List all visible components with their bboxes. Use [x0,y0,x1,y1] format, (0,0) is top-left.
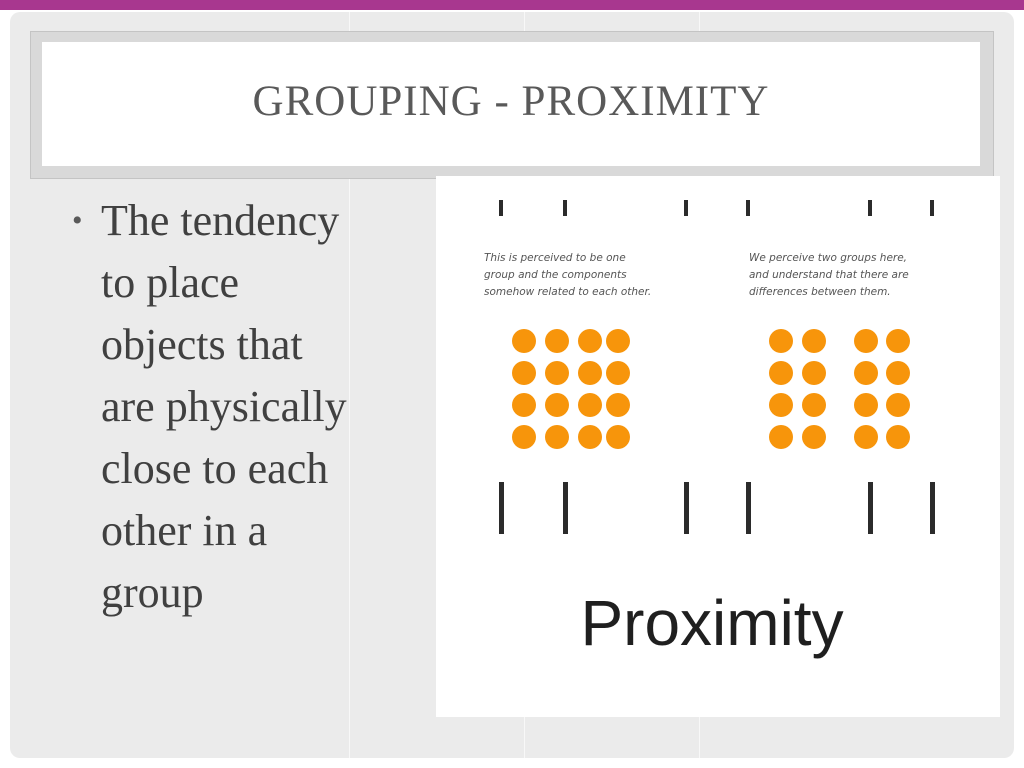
orange-dot [802,393,826,417]
orange-dot [606,329,630,353]
orange-dot [512,393,536,417]
bottom-tick [499,482,504,534]
slide-title: GROUPING - PROXIMITY [252,77,770,125]
top-tick [930,200,934,216]
orange-dot [886,393,910,417]
bottom-tick [930,482,935,534]
bottom-tick [684,482,689,534]
orange-dot [545,425,569,449]
orange-dot [802,329,826,353]
orange-dot [886,361,910,385]
orange-dot [886,329,910,353]
proximity-label: Proximity [580,587,844,659]
orange-dot [578,361,602,385]
orange-dot [886,425,910,449]
orange-dot [802,361,826,385]
orange-dot [545,361,569,385]
orange-dot [769,425,793,449]
bottom-tick [563,482,568,534]
orange-dot [854,393,878,417]
orange-dot [512,425,536,449]
bottom-tick [746,482,751,534]
orange-dot [606,361,630,385]
caption-one-group: This is perceived to be one group and the components somehow related to each other. [484,252,652,298]
orange-dot [802,425,826,449]
orange-dot [854,425,878,449]
orange-dot [512,361,536,385]
top-tick [746,200,750,216]
bottom-tick [868,482,873,534]
orange-dot [578,425,602,449]
proximity-figure [436,176,1000,717]
top-tick [868,200,872,216]
title-box [42,42,980,166]
bullet-text: The tendency to place objects that are physically close to each other in a group [101,196,347,617]
orange-dot [769,329,793,353]
orange-dot [545,329,569,353]
orange-dot [578,393,602,417]
top-tick [563,200,567,216]
top-tick [684,200,688,216]
top-accent-bar [0,0,1024,10]
orange-dot [606,393,630,417]
orange-dot [854,329,878,353]
top-tick [499,200,503,216]
orange-dot [545,393,569,417]
orange-dot [854,361,878,385]
orange-dot [512,329,536,353]
orange-dot [769,393,793,417]
orange-dot [578,329,602,353]
caption-two-groups: We perceive two groups here, and understand that there are differences between them. [749,252,909,298]
orange-dot [606,425,630,449]
orange-dot [769,361,793,385]
bullet-marker: • [72,204,83,237]
